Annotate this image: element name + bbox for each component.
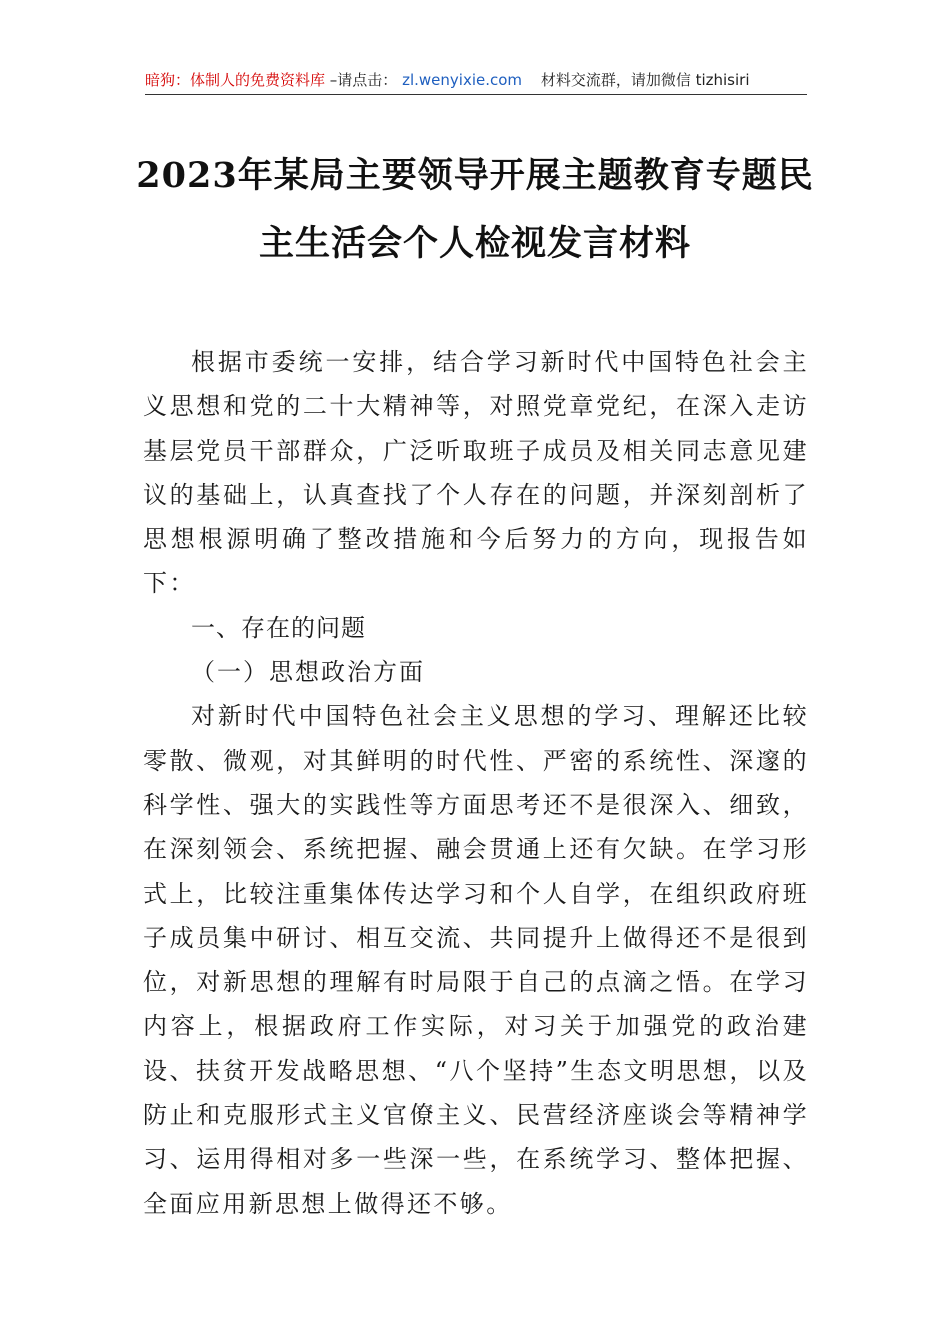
site-url-link[interactable]: zl.wenyixie.com (402, 71, 523, 89)
document-title-line1: 2023年某局主要领导开展主题教育专题民 (136, 155, 814, 196)
group-note: 材料交流群，请加微信 tizhisiri (540, 71, 750, 89)
body-paragraph: 对新时代中国特色社会主义思想的学习、理解还比较零散、微观，对其鲜明的时代性、严密的系统性、深邃的科学性、强大的实践性等方面思考还不是很深入、细致，在深刻领会、系统把握、融会贯通上还有欠缺。在学习形式上，比较注重集体传达学习和个人自学，在组织政府班子成员集中研讨、相互交流、共同提升上做得还不是很到位，对新思想的理解有时局限于自己的点滴之悟。在学习内容上，根据政府工作实际，对习关于加强党的政治建设、扶贫开发战略思想、“八个坚持”生态文明思想，以及防止和克服形式主义官僚主义、民营经济座谈会等精神学习、运用得相对多一些深一些，在系统学习、整体把握、全面应用新思想上做得还不够。 (143, 702, 809, 1218)
intro-paragraph: 根据市委统一安排，结合学习新时代中国特色社会主义思想和党的二十大精神等，对照党章党纪，在深入走访基层党员干部群众，广泛听取班子成员及相关同志意见建议的基础上，认真查找了个人存在的问题，并深刻剖析了思想根源明确了整改措施和今后努力的方向，现报告如下： (143, 348, 809, 598)
section-heading: 一、存在的问题 (191, 613, 366, 642)
document-title-line2: 主生活会个人检视发言材料 (258, 223, 691, 264)
document-body (143, 340, 809, 1226)
site-label: 暗狗：体制人的免费资料库 (145, 71, 326, 89)
subsection-heading: （一）思想政治方面 (191, 658, 425, 687)
page-header (145, 68, 805, 92)
click-prompt: –请点击： (329, 71, 398, 89)
header-divider (145, 94, 807, 95)
